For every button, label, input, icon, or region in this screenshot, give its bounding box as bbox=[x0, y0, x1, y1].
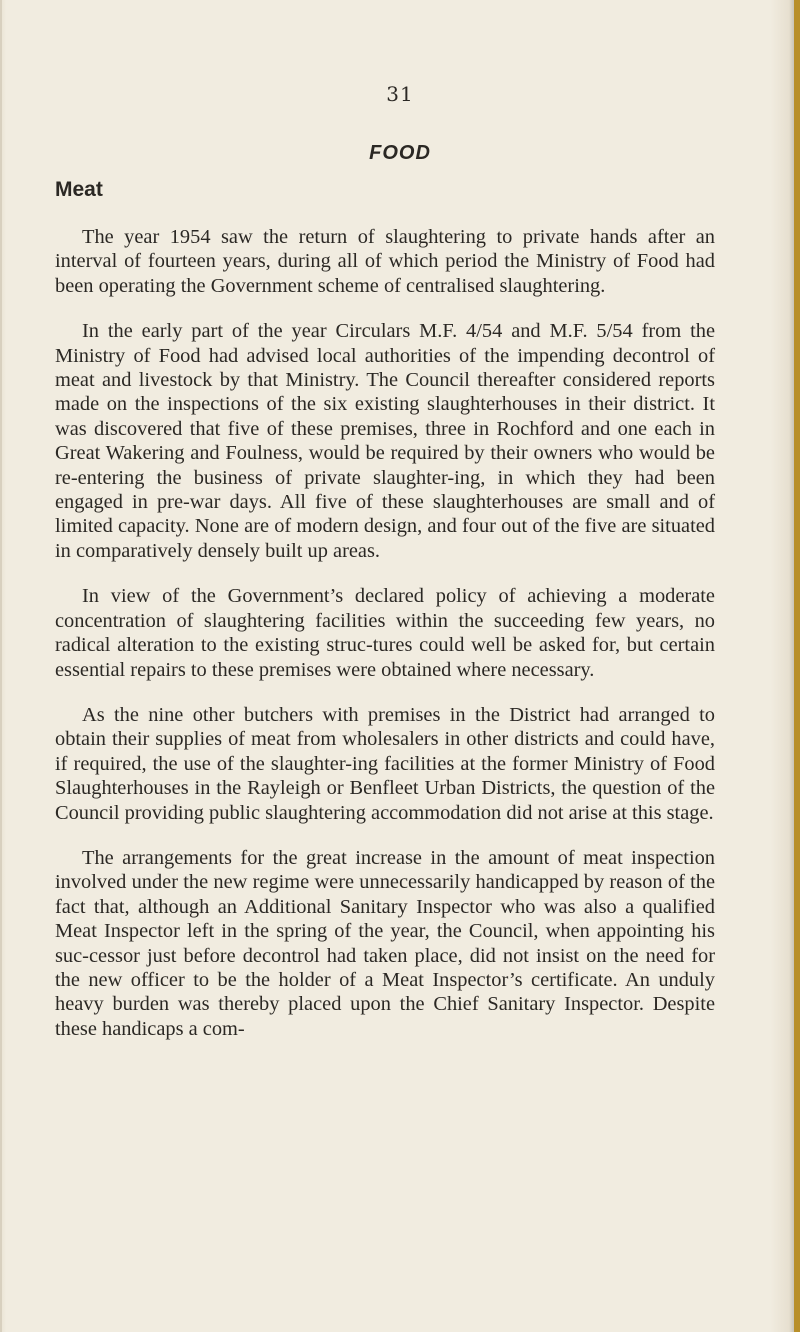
paragraph: In the early part of the year Circulars M.F. 4/54 and M.F. 5/54 from the Ministry of Food had advised local authorities of the impending decontrol of meat and livestock by that Ministry. The Council thereafter considered reports made on the inspections of the six existing slaughterhouses in their district. It was discovered that five of these premises, three in Rochford and one each in Great Wakering and Foulness, would be required by their owners who would be re-entering the business of private slaughter-ing, in which they had been engaged in pre-war days. All five of these slaughterhouses are small and of limited capacity. None are of modern design, and four out of the five are situated in comparatively densely built up areas. bbox=[55, 320, 715, 562]
body-text bbox=[55, 225, 715, 1062]
section-heading: Meat bbox=[55, 178, 103, 201]
right-page-edge-strip bbox=[794, 0, 800, 1332]
paragraph: In view of the Government’s declared policy of achieving a moderate concentration of slaughtering facilities within the succeeding few years, no radical alteration to the existing struc-tures could well be asked for, but certain essential repairs to these premises were obtained where necessary. bbox=[55, 585, 715, 681]
chapter-title: FOOD bbox=[369, 142, 431, 164]
left-page-edge bbox=[0, 0, 2, 1332]
paragraph: As the nine other butchers with premises in the District had arranged to obtain their supplies of meat from wholesalers in other districts and could have, if required, the use of the slaughter-ing facilities at the former Ministry of Food Slaughterhouses in the Rayleigh or Benfleet Urban Districts, the question of the Council providing public slaughtering accommodation did not arise at this stage. bbox=[55, 703, 715, 824]
page-number: 31 bbox=[386, 82, 414, 106]
paragraph: The arrangements for the great increase in the amount of meat inspection involved under the new regime were unnecessarily handicapped by reason of the fact that, although an Additional Sanitary Inspector who was also a qualified Meat Inspector left in the spring of the year, the Council, when appointing his suc-cessor just before decontrol had taken place, did not insist on the need for the new officer to be the holder of a Meat Inspector’s certificate. An unduly heavy burden was thereby placed upon the Chief Sanitary Inspector. Despite these handicaps a com- bbox=[55, 846, 715, 1040]
paragraph: The year 1954 saw the return of slaughtering to private hands after an interval of fourteen years, during all of which period the Ministry of Food had been operating the Government scheme of centralised slaughtering. bbox=[55, 226, 715, 297]
